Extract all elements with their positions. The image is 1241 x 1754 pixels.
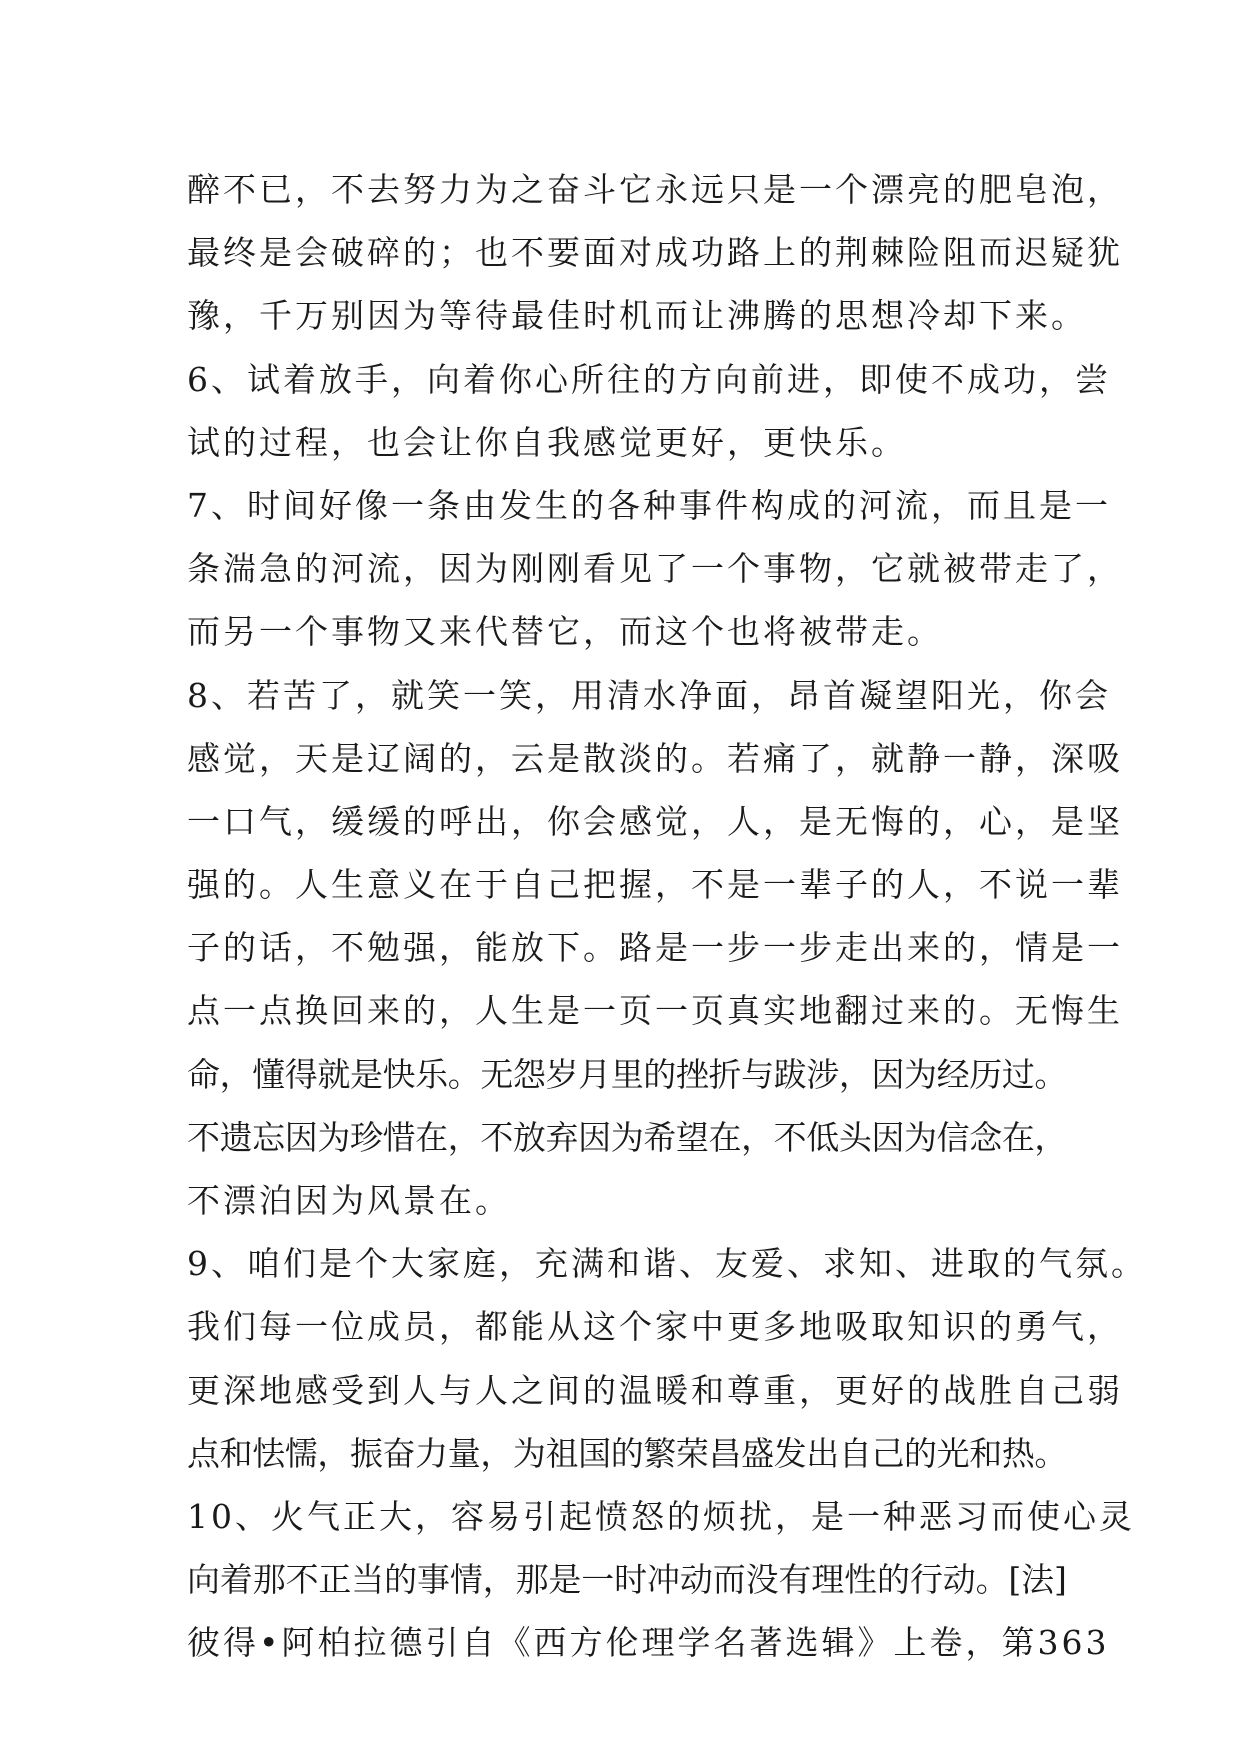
text-line: 向着那不正当的事情，那是一时冲动而没有理性的行动。[法] (187, 1560, 1067, 1600)
text-line: 更深地感受到人与人之间的温暖和尊重，更好的战胜自己弱 (187, 1370, 1123, 1410)
text-line: 感觉，天是辽阔的，云是散淡的。若痛了，就静一静，深吸 (187, 738, 1123, 778)
text-line: 而另一个事物又来代替它，而这个也将被带走。 (187, 612, 943, 652)
text-line: 一口气，缓缓的呼出，你会感觉，人，是无悔的，心，是坚 (187, 801, 1123, 841)
text-line: 9、咱们是个大家庭，充满和谐、友爱、求知、进取的气氛。 (187, 1244, 1147, 1284)
text-line: 我们每一位成员，都能从这个家中更多地吸取知识的勇气， (187, 1307, 1123, 1347)
text-line: 子的话，不勉强，能放下。路是一步一步走出来的，情是一 (187, 928, 1123, 968)
text-line: 命，懂得就是快乐。无怨岁月里的挫折与跋涉，因为经历过。 (187, 1054, 1068, 1094)
text-line: 点一点换回来的，人生是一页一页真实地翻过来的。无悔生 (187, 991, 1123, 1031)
text-line: 10、火气正大，容易引起愤怒的烦扰，是一种恶习而使心灵 (187, 1496, 1135, 1536)
text-line: 豫，千万别因为等待最佳时机而让沸腾的思想冷却下来。 (187, 296, 1087, 336)
text-line: 7、时间好像一条由发生的各种事件构成的河流，而且是一 (187, 485, 1111, 525)
text-line: 强的。人生意义在于自己把握，不是一辈子的人，不说一辈 (187, 865, 1123, 905)
text-line: 点和怯懦，振奋力量，为祖国的繁荣昌盛发出自己的光和热。 (187, 1433, 1068, 1473)
document-body (187, 158, 1147, 1675)
text-line: 不遗忘因为珍惜在，不放弃因为希望在，不低头因为信念在， (187, 1117, 1068, 1157)
text-line: 不漂泊因为风景在。 (187, 1181, 511, 1220)
text-line: 条湍急的河流，因为刚刚看见了一个事物，它就被带走了， (187, 549, 1123, 589)
text-line: 6、试着放手，向着你心所往的方向前进，即使不成功，尝 (187, 359, 1111, 399)
text-line: 最终是会破碎的；也不要面对成功路上的荆棘险阻而迟疑犹 (187, 233, 1123, 273)
text-line: 试的过程，也会让你自我感觉更好，更快乐。 (187, 422, 907, 462)
text-line: 8、若苦了，就笑一笑，用清水净面，昂首凝望阳光，你会 (187, 675, 1111, 715)
text-line: 醉不已，不去努力为之奋斗它永远只是一个漂亮的肥皂泡， (187, 170, 1123, 209)
text-line: 彼得•阿柏拉德引自《西方伦理学名著选辑》上卷，第363 (187, 1623, 1110, 1663)
